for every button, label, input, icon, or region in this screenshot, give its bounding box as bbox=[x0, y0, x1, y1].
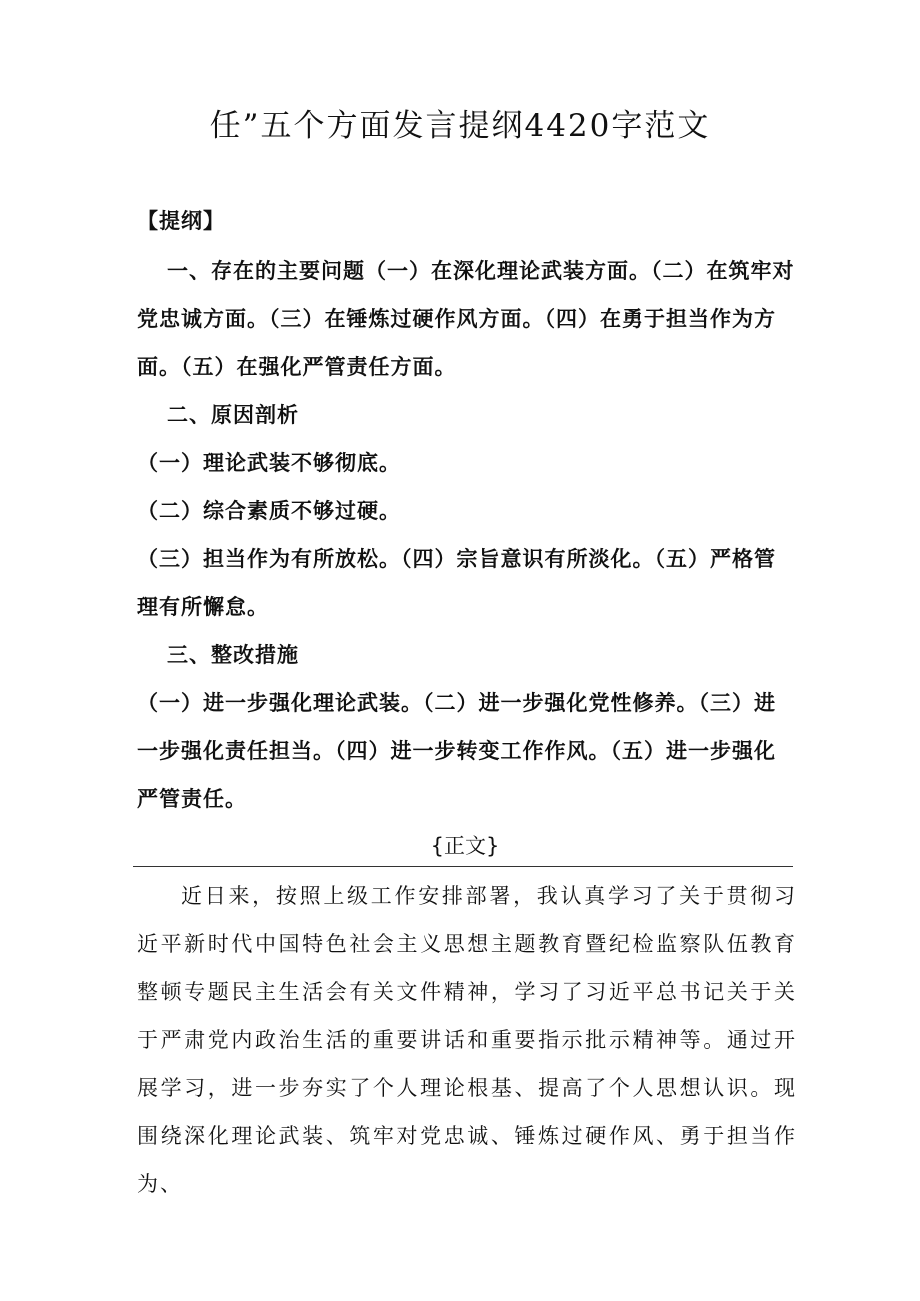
outline-heading-causes: 二、原因剖析 bbox=[167, 403, 299, 427]
outline-item-measures: （一）进一步强化理论武装。（二）进一步强化党性修养。（三）进一步强化责任担当。（四）进一步转变工作作风。（五）进一步强化严管责任。 bbox=[137, 691, 776, 811]
outline-item-problems: 一、存在的主要问题（一）在深化理论武装方面。（二）在筑牢对党忠诚方面。（三）在锤炼过硬作风方面。（四）在勇于担当作为方面。（五）在强化严管责任方面。 bbox=[137, 259, 795, 379]
section-divider bbox=[133, 866, 793, 867]
outline-item-cause-1: （一）理论武装不够彻底。 bbox=[137, 451, 401, 475]
outline-label: 【提纲】 bbox=[137, 209, 225, 233]
page-title: 任”五个方面发言提纲4420字范文 bbox=[209, 108, 711, 144]
outline-item-cause-2: （二）综合素质不够过硬。 bbox=[137, 499, 401, 523]
body-paragraph: 近日来，按照上级工作安排部署，我认真学习了关于贯彻习近平新时代中国特色社会主义思想主题教育暨纪检监察队伍教育整顿专题民主生活会有关文件精神，学习了习近平总书记关于关于严肃党内政治生活的重要讲话和重要指示批示精神等。通过开展学习，进一步夯实了个人理论根基、提高了个人思想认识。现围绕深化理论武装、筑牢对党忠诚、锤炼过硬作风、勇于担当作为、 bbox=[137, 884, 797, 1196]
outline-item-cause-3-5: （三）担当作为有所放松。（四）宗旨意识有所淡化。（五）严格管理有所懈怠。 bbox=[137, 547, 776, 619]
main-text bbox=[137, 872, 797, 1208]
outline-section bbox=[137, 197, 797, 823]
outline-heading-measures: 三、整改措施 bbox=[167, 643, 299, 667]
main-text-label: {正文} bbox=[430, 834, 500, 858]
